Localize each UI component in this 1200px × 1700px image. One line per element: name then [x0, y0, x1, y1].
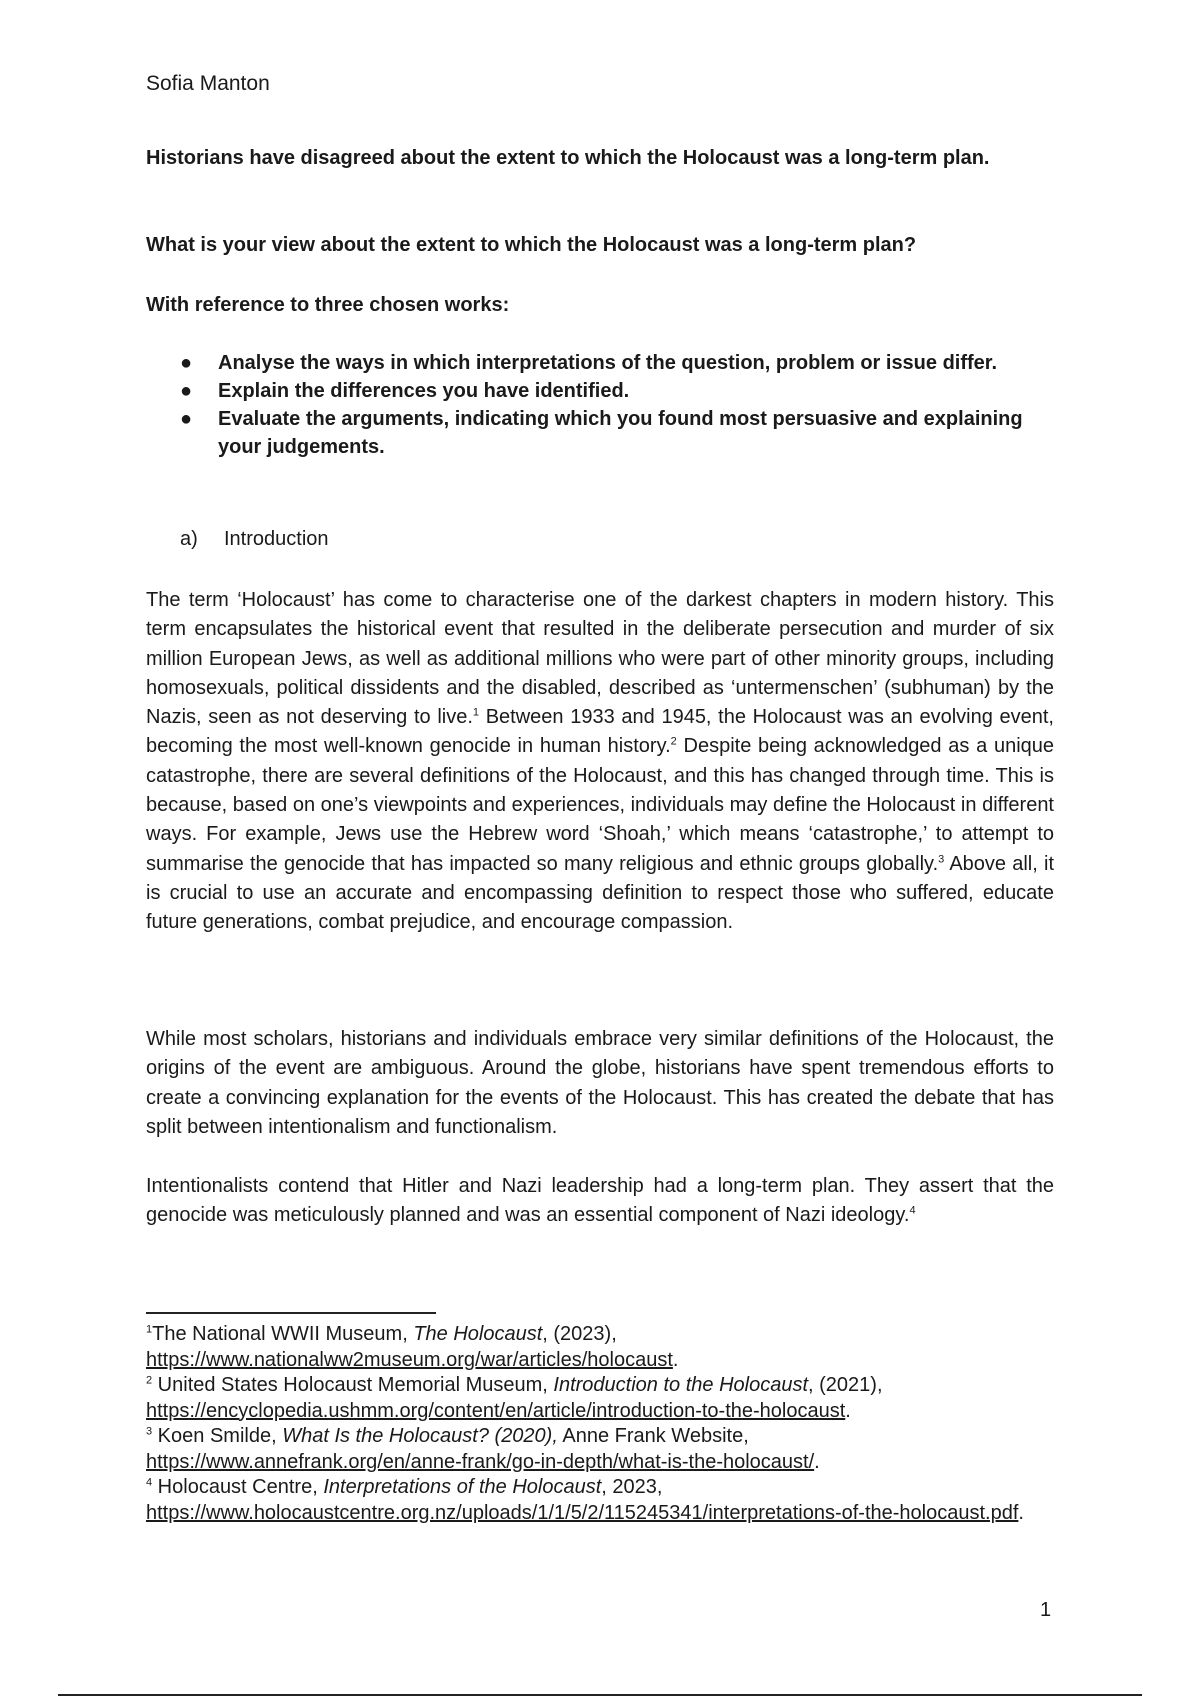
essay-question-view: What is your view about the extent to which the Holocaust was a long-term plan? [146, 234, 917, 256]
footnote-divider [146, 1312, 436, 1314]
section-heading [180, 528, 329, 551]
footnote-number: 1 [146, 1323, 153, 1336]
task-bullet-list [176, 349, 1036, 461]
author-name: Sofia Manton [146, 72, 270, 95]
footnote-ref[interactable]: 4 [909, 1204, 916, 1217]
essay-question-heading: Historians have disagreed about the extent to which the Holocaust was a long-term plan. [146, 147, 990, 169]
intro-paragraph-1: The term ‘Holocaust’ has come to characterise one of the darkest chapters in modern history. This term encapsulates the historical event that resulted in the deliberate persecution and murder of six million European Jews, as well as additional millions who were part of other minority groups, including homosexuals, political dissidents and the disabled, described as ‘untermenschen’ (subhuman) by the Nazis, seen as not deserving to live.$^1$ Between 1933 and 1945, the Holocaust was an evolving event, becoming the most well-known genocide in human history.$^2$ Despite being acknowledged as a unique catastrophe, there are several definitions of the Holocaust, and this has changed through time. This is because, based on one’s viewpoints and experiences, individuals may define the Holocaust in different ways. For example, Jews use the Hebrew word ‘Shoah,’ which means ‘catastrophe,’ to attempt to summarise the genocide that has impacted so many religious and ethnic groups globally.$^3$ Above all, it is crucial to use an accurate and encompassing definition to respect those who suffered, educate future generations, combat prejudice, and encourage compassion. [146, 589, 1055, 934]
task-bullet-item: ● Evaluate the arguments, indicating which you found most persuasive and explaining your judgements. [176, 405, 1036, 461]
bullet-icon: ● [180, 352, 193, 374]
footnote-link[interactable]: https://www.annefrank.org/en/anne-frank/go-in-depth/what-is-the-holocaust/ [146, 1450, 815, 1473]
page-number: 1 [1040, 1599, 1052, 1621]
task-bullet-item: ● Analyse the ways in which interpretations of the question, problem or issue differ. [176, 349, 1036, 377]
footnote-number: 2 [146, 1374, 153, 1387]
bullet-icon: ● [180, 408, 193, 430]
intro-paragraph-3: Intentionalists contend that Hitler and Nazi leadership had a long-term plan. They assert that the genocide was meticulously planned and was an essential component of Nazi ideology.$^4$ [146, 1175, 1054, 1227]
footnotes [146, 1322, 1066, 1526]
footnote-ref[interactable]: 3 [938, 853, 945, 866]
footnote-number: 3 [146, 1425, 153, 1438]
footnote: $^3$ Koen Smilde, What Is the Holocaust? (2020), Anne Frank Website, https://www.annefrank.org/en/anne-frank/go-in-depth/what-is-the-holocaust/. [146, 1425, 820, 1473]
intro-paragraph-2: While most scholars, historians and individuals embrace very similar definitions of the Holocaust, the origins of the event are ambiguous. Around the globe, historians have spent tremendous efforts to create a convincing explanation for the events of the Holocaust. This has created the debate that has split between intentionalism and functionalism. [146, 1028, 1054, 1138]
task-bullet-item: ● Explain the differences you have identified. [176, 377, 1036, 405]
footnote-ref[interactable]: 2 [670, 735, 677, 748]
footnote-link[interactable]: https://www.holocaustcentre.org.nz/uploads/1/1/5/2/115245341/interpretations-of-the-holocaust.pdf [146, 1501, 1019, 1524]
section-title: Introduction [224, 528, 329, 550]
footnote-link[interactable]: https://www.nationalww2museum.org/war/articles/holocaust [146, 1348, 673, 1371]
footnote: $^2$ United States Holocaust Memorial Museum, Introduction to the Holocaust, (2021), https://encyclopedia.ushmm.org/content/en/article/introduction-to-the-holocaust. [146, 1374, 883, 1422]
footnote-ref[interactable]: 1 [472, 706, 480, 719]
essay-question-reference: With reference to three chosen works: [146, 294, 510, 316]
page-bottom-rule [58, 1694, 1142, 1696]
section-marker: a) [180, 528, 198, 550]
footnote: $^4$ Holocaust Centre, Interpretations of the Holocaust, 2023, https://www.holocaustcentre.org.nz/uploads/1/1/5/2/115245341/interpretations-of-the-holocaust.pdf. [146, 1476, 1024, 1524]
footnote: $^1$The National WWII Museum, The Holocaust, (2023), https://www.nationalww2museum.org/war/articles/holocaust. [146, 1323, 679, 1371]
footnote-number: 4 [146, 1476, 153, 1489]
bullet-icon: ● [180, 380, 193, 402]
footnote-link[interactable]: https://encyclopedia.ushmm.org/content/en/article/introduction-to-the-holocaust [146, 1399, 846, 1422]
